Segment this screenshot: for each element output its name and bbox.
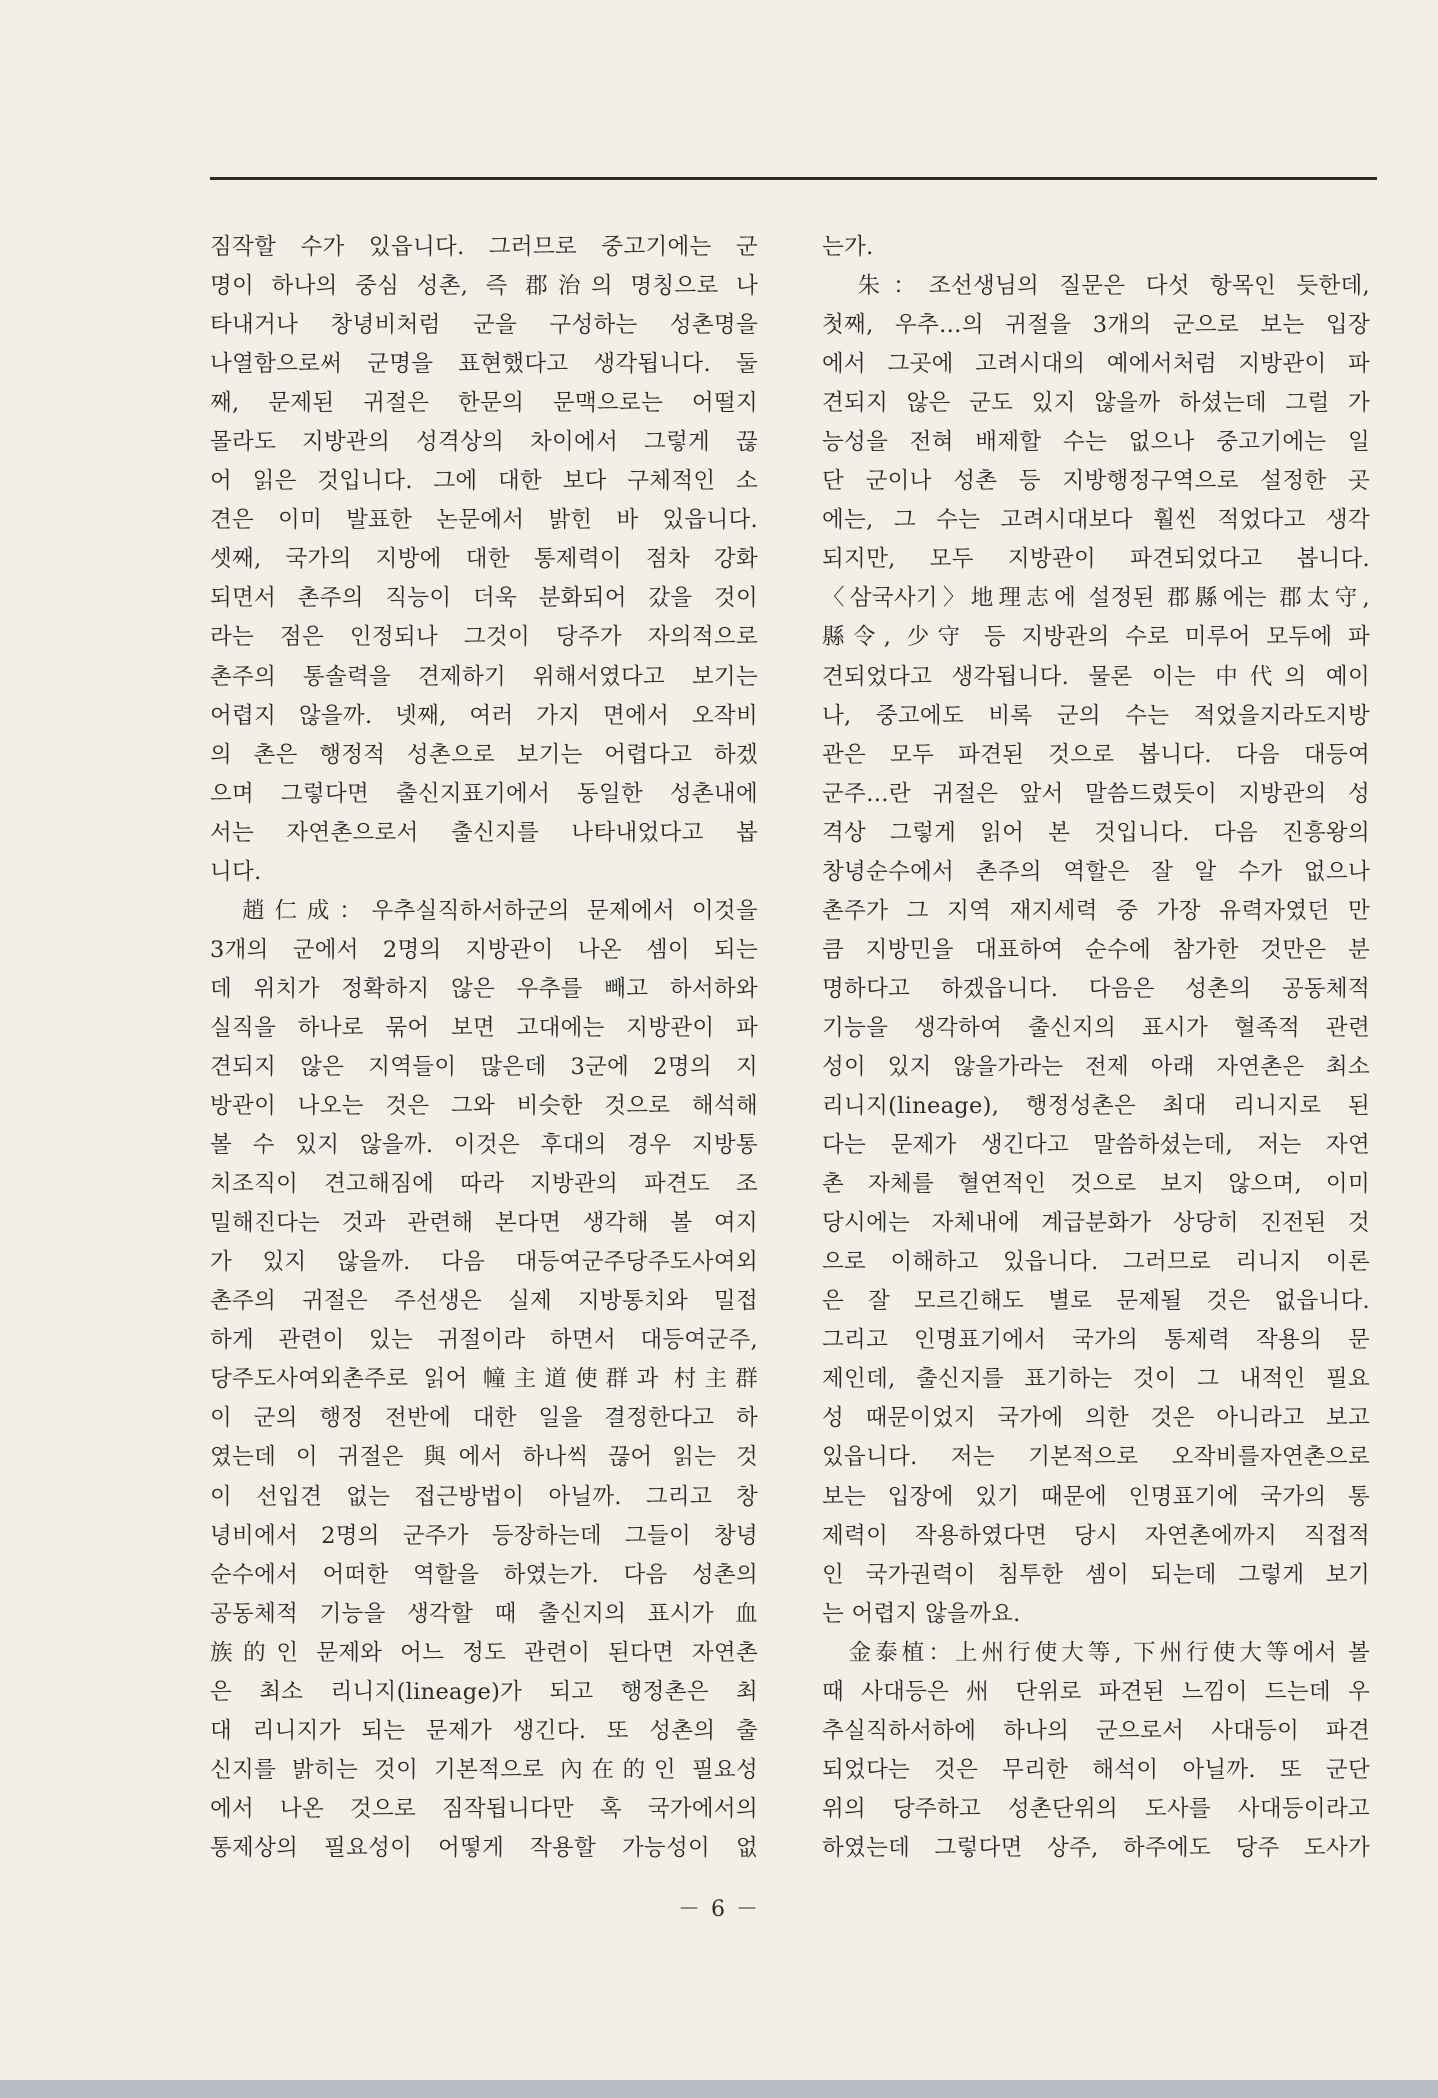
text-line: 는가.: [822, 234, 874, 260]
text-line: 촌주가 그 지역 재지세력 중 가장 유력자였던 만: [822, 897, 1370, 924]
text-line: 다는 문제가 생긴다고 말씀하셨는데, 저는 자연: [822, 1132, 1370, 1159]
text-line: 신지를 밝히는 것이 기본적으로 內在的인 필요성: [210, 1756, 758, 1783]
page-number: － 6 －: [678, 1897, 760, 1922]
header-rule: [210, 177, 1377, 180]
text-line: 통제상의 필요성이 어떻게 작용할 가능성이 없: [210, 1834, 758, 1861]
text-line: 당주도사여외촌주로 읽어 幢主道使群과 村主群: [210, 1366, 758, 1393]
scan-edge: [0, 2080, 1438, 2098]
text-line: 추실직하서하에 하나의 군으로서 사대등이 파견: [822, 1717, 1370, 1744]
text-line: 이 선입견 없는 접근방법이 아닐까. 그리고 창: [210, 1483, 758, 1510]
text-line: 으로 이해하고 있읍니다. 그러므로 리니지 이론: [822, 1249, 1370, 1276]
text-line: 방관이 나오는 것은 그와 비슷한 것으로 해석해: [210, 1093, 758, 1120]
text-line: 견되었다고 생각됩니다. 물론 이는 中代의 예이: [822, 663, 1370, 690]
text-line: 이 군의 행정 전반에 대한 일을 결정한다고 하: [210, 1405, 758, 1432]
text-line: 첫째, 우추…의 귀절을 3개의 군으로 보는 입장: [822, 312, 1370, 339]
text-line: 族的인 문제와 어느 정도 관련이 된다면 자연촌: [210, 1639, 758, 1666]
text-line: 성이 있지 않을가라는 전제 아래 자연촌은 최소: [822, 1053, 1370, 1080]
text-line: 순수에서 어떠한 역할을 하였는가. 다음 성촌의: [210, 1561, 758, 1588]
text-line: 단 군이나 성촌 등 지방행정구역으로 설정한 곳: [822, 468, 1370, 495]
text-line: 치조직이 견고해짐에 따라 지방관의 파견도 조: [210, 1171, 758, 1198]
text-line: 데 위치가 정확하지 않은 우추를 빼고 하서하와: [210, 975, 758, 1002]
text-line: 는 어렵지 않을까요.: [822, 1600, 1021, 1627]
text-line: 명하다고 하겠읍니다. 다음은 성촌의 공동체적: [822, 975, 1370, 1002]
text-line: 金泰植：上州行使大等, 下州行使大等에서 볼: [822, 1639, 1370, 1666]
text-line: 큼 지방민을 대표하여 순수에 참가한 것만은 분: [822, 936, 1370, 963]
text-line: 위의 당주하고 성촌단위의 도사를 사대등이라고: [822, 1795, 1370, 1822]
text-line: 어 읽은 것입니다. 그에 대한 보다 구체적인 소: [210, 468, 758, 495]
text-line: 견되지 않은 지역들이 많은데 3군에 2명의 지: [210, 1053, 758, 1080]
text-line: 리니지(lineage), 행정성촌은 최대 리니지로 된: [822, 1093, 1370, 1120]
text-line: 능성을 전혀 배제할 수는 없으나 중고기에는 일: [822, 429, 1370, 456]
text-line: 어렵지 않을까. 넷째, 여러 가지 면에서 오작비: [210, 702, 758, 729]
text-line: 당시에는 자체내에 계급분화가 상당히 진전된 것: [822, 1210, 1370, 1237]
text-line: 〈삼국사기〉地理志에 설정된 郡縣에는 郡太守,: [822, 585, 1370, 612]
text-line: 볼 수 있지 않을까. 이것은 후대의 경우 지방통: [210, 1132, 758, 1159]
text-line: 견되지 않은 군도 있지 않을까 하셨는데 그럴 가: [822, 390, 1370, 417]
text-line: 제인데, 출신지를 표기하는 것이 그 내적인 필요: [822, 1366, 1370, 1393]
text-line: 성 때문이었지 국가에 의한 것은 아니라고 보고: [822, 1405, 1370, 1432]
text-line: 견은 이미 발표한 논문에서 밝힌 바 있읍니다.: [210, 507, 758, 534]
text-line: 째, 문제된 귀절은 한문의 문맥으로는 어떨지: [210, 390, 758, 417]
text-line: 공동체적 기능을 생각할 때 출신지의 표시가 血: [210, 1600, 758, 1627]
text-line: 촌 자체를 혈연적인 것으로 보지 않으며, 이미: [822, 1171, 1370, 1198]
left-column: [210, 228, 758, 1868]
text-line: 그리고 인명표기에서 국가의 통제력 작용의 문: [822, 1327, 1370, 1354]
text-line: 은 잘 모르긴해도 별로 문제될 것은 없읍니다.: [822, 1288, 1370, 1315]
text-line: 으며 그렇다면 출신지표기에서 동일한 성촌내에: [210, 780, 758, 807]
text-line: 밀해진다는 것과 관련해 본다면 생각해 볼 여지: [210, 1210, 758, 1237]
text-line: 縣令, 少守 등 지방관의 수로 미루어 모두에 파: [822, 624, 1370, 651]
text-line: 되면서 촌주의 직능이 더욱 분화되어 갔을 것이: [210, 585, 758, 612]
text-line: 군주…란 귀절은 앞서 말씀드렸듯이 지방관의 성: [822, 780, 1370, 807]
text-line: 에서 나온 것으로 짐작됩니다만 혹 국가에서의: [210, 1795, 758, 1822]
text-line: 촌주의 통솔력을 견제하기 위해서였다고 보기는: [210, 663, 758, 690]
text-line: 제력이 작용하였다면 당시 자연촌에까지 직접적: [822, 1522, 1370, 1549]
text-line: 니다.: [210, 858, 262, 885]
text-line: 하게 관련이 있는 귀절이라 하면서 대등여군주,: [210, 1327, 758, 1354]
text-line: 가 있지 않을까. 다음 대등여군주당주도사여외: [210, 1249, 758, 1276]
text-line: 셋째, 국가의 지방에 대한 통제력이 점차 강화: [210, 546, 758, 573]
text-line: 되었다는 것은 무리한 해석이 아닐까. 또 군단: [822, 1756, 1370, 1783]
text-line: 촌주의 귀절은 주선생은 실제 지방통치와 밀접: [210, 1288, 758, 1315]
text-line: 되지만, 모두 지방관이 파견되었다고 봅니다.: [822, 546, 1370, 573]
text-line: 인 국가권력이 침투한 셈이 되는데 그렇게 보기: [822, 1561, 1370, 1588]
text-line: 녕비에서 2명의 군주가 등장하는데 그들이 창녕: [210, 1522, 758, 1549]
text-line: 짐작할 수가 있읍니다. 그러므로 중고기에는 군: [210, 234, 758, 260]
right-column: [822, 228, 1370, 1868]
text-line: 있읍니다. 저는 기본적으로 오작비를자연촌으로: [822, 1444, 1370, 1471]
text-line: 3개의 군에서 2명의 지방관이 나온 셈이 되는: [210, 936, 758, 963]
text-line: 창녕순수에서 촌주의 역할은 잘 알 수가 없으나: [822, 858, 1370, 885]
text-line: 의 촌은 행정적 성촌으로 보기는 어렵다고 하겠: [210, 741, 758, 768]
text-line: 나열함으로써 군명을 표현했다고 생각됩니다. 둘: [210, 351, 758, 378]
text-line: 대 리니지가 되는 문제가 생긴다. 또 성촌의 출: [210, 1717, 758, 1744]
text-line: 기능을 생각하여 출신지의 표시가 혈족적 관련: [822, 1014, 1370, 1041]
text-line: 였는데 이 귀절은 與에서 하나씩 끊어 읽는 것: [210, 1444, 758, 1471]
text-line: 관은 모두 파견된 것으로 봅니다. 다음 대등여: [822, 741, 1370, 768]
text-line: 라는 점은 인정되나 그것이 당주가 자의적으로: [210, 624, 758, 651]
text-line: 趙仁成：우추실직하서하군의 문제에서 이것을: [210, 897, 758, 924]
text-line: 몰라도 지방관의 성격상의 차이에서 그렇게 끊: [210, 429, 758, 456]
text-line: 때 사대등은 州 단위로 파견된 느낌이 드는데 우: [822, 1678, 1370, 1705]
text-line: 실직을 하나로 묶어 보면 고대에는 지방관이 파: [210, 1014, 758, 1041]
text-line: 에서 그곳에 고려시대의 예에서처럼 지방관이 파: [822, 351, 1370, 378]
text-line: 보는 입장에 있기 때문에 인명표기에 국가의 통: [822, 1483, 1370, 1510]
text-line: 은 최소 리니지(lineage)가 되고 행정촌은 최: [210, 1678, 758, 1705]
text-line: 서는 자연촌으로서 출신지를 나타내었다고 봅: [210, 819, 758, 846]
text-line: 타내거나 창녕비처럼 군을 구성하는 성촌명을: [210, 312, 758, 339]
text-line: 격상 그렇게 읽어 본 것입니다. 다음 진흥왕의: [822, 819, 1370, 846]
text-line: 하였는데 그렇다면 상주, 하주에도 당주 도사가: [822, 1834, 1370, 1861]
text-line: 나, 중고에도 비록 군의 수는 적었을지라도지방: [822, 702, 1370, 729]
text-line: 朱：조선생님의 질문은 다섯 항목인 듯한데,: [822, 273, 1370, 300]
text-line: 명이 하나의 중심 성촌, 즉 郡治의 명칭으로 나: [210, 273, 758, 300]
text-line: 에는, 그 수는 고려시대보다 훨씬 적었다고 생각: [822, 507, 1370, 534]
